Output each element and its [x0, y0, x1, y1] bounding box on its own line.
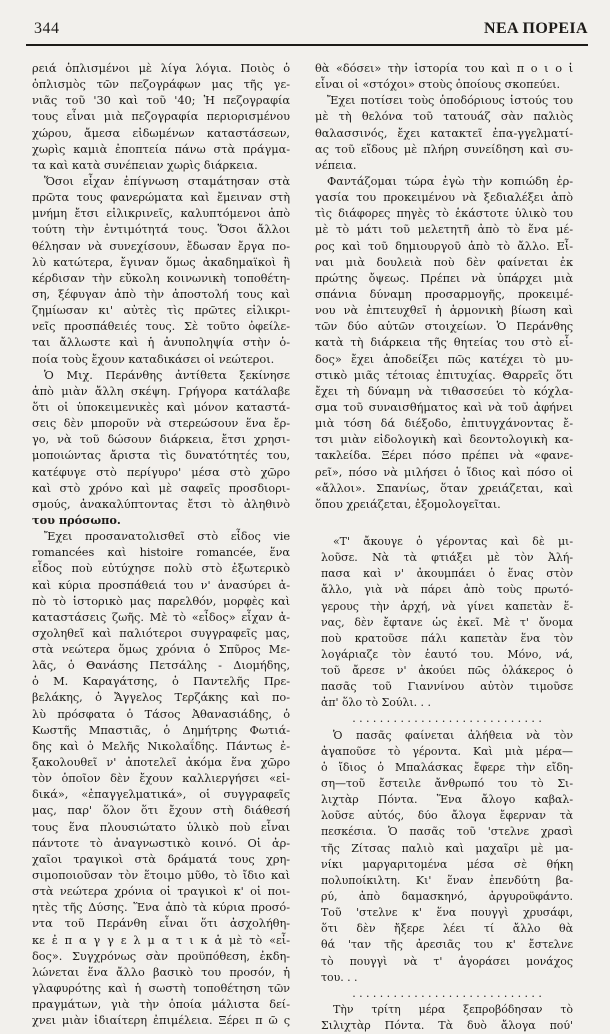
text-line: μὲ τὴ θελόνα τοῦ τατουάζ σὰν παλιὸς: [315, 109, 573, 124]
text-line: τῆς Ζίτσας παλιὸ καὶ μαχαῖρι μὲ μα-: [321, 841, 573, 855]
text-line: ποία τοὺς ἔχουν καταδικάσει οἱ νεώτεροι.: [32, 351, 275, 366]
text-line: θά 'ταν τῆς ἀρεσιᾶς του κ' ἔστελνε: [321, 938, 573, 952]
left-column: [32, 60, 290, 1028]
text-line: πάντοτε τὸ ἀναγνωστικὸ κοινό. Οἱ ἀρ-: [32, 835, 290, 850]
text-line: ἀγαποῦσε τὸ γέροντα. Καὶ μιὰ μέρα—: [321, 744, 573, 758]
text-line: ἄλλο, γιὰ νὰ πάρει ἀπὸ τοὺς πρωτό-: [321, 583, 573, 597]
page-number: 344: [34, 20, 60, 37]
text-line: κέρδισαν τὴν εὔκολη κοινωνικὴ τοποθέτη-: [32, 270, 290, 285]
text-line: γλαφυρότης καὶ ἡ σωστὴ τοποθέτηση τῶν: [32, 981, 290, 996]
text-line: ση—τοῦ ἔστειλε ἄνθρωπό του τὸ Σι-: [321, 777, 573, 791]
text-line: ρος καὶ τοῦ δημιουργοῦ ἀπὸ τὸ ἄλλο. Εἶ-: [315, 238, 573, 253]
text-line: κατὰ τὴ διάρκεια τῆς θητείας του στὸ εἶ-: [315, 335, 573, 350]
header-rule: [26, 44, 588, 46]
text-line: εἶδος ποὺ εὐτύχησε πολὺ στὸ ἐξωτερικὸ: [32, 561, 290, 576]
text-line: ση, ξέφυγαν ἀπὸ τὴν ἀποστολή τους καὶ: [32, 286, 290, 301]
text-line: «Τ' ἄκουγε ὁ γέροντας καὶ δὲ μι-: [333, 534, 573, 548]
text-line: στὰ νεώτερα χρόνια οἱ τραγικοὶ κ' οἱ ποι-: [32, 884, 290, 899]
text-line: ρειά ὁπλισμένοι μὲ λίγα λόγια. Ποιὸς ὁ: [32, 61, 290, 75]
text-line: δος» ἔχει ἀποδείξει πῶς κατέχει τὸ μυ-: [315, 351, 573, 366]
text-line: γασία του προκειμένου νὰ ξεδιαλέξει ἀπὸ: [315, 190, 573, 205]
text-line: δης καὶ ὁ Μελῆς Νικολαΐδης. Πάντως ἐ-: [32, 738, 290, 753]
text-line: «ἄλλοι». Σπανίως, ὅταν χρειάζεται, καὶ: [315, 480, 573, 495]
text-line: ἀπ' ὅλο τὸ Σούλι. . .: [321, 696, 431, 710]
text-line: του. . .: [321, 970, 358, 984]
section-gap: [315, 512, 573, 534]
text-line: βελάκης, ὁ Ἄγγελος Τερζάκης καὶ πο-: [32, 690, 290, 705]
text-line: Ὅσοι εἶχαν ἐπίγνωση σταμάτησαν στὰ: [44, 173, 290, 188]
text-line: στικὸ μιᾶς τέτοιας ἐπιτυχίας. Θαρρεῖς ὅτι: [315, 367, 573, 382]
text-line: νου νὰ ἐπιτευχθεῖ ἡ ἁρμονικὴ βίωση καὶ: [315, 303, 573, 318]
text-line: λοῦσε αὐτός, δύο ἄλογα ἔφερναν τὰ: [321, 809, 573, 823]
text-line: καὶ στὸ χρόνο καὶ μὲ σαφεῖς προσδιορι-: [32, 480, 290, 495]
text-line: καταστάσεις ζωῆς. Μὲ τὸ «εἶδος» εἶχαν ἀ-: [32, 609, 290, 624]
text-line: Τὴν τρίτη μέρα ξεπροβόδησαν τὸ: [333, 1003, 573, 1017]
text-line: ναι μιὰ δουλειὰ ποὺ δὲν φαίνεται ἐκ: [315, 254, 573, 269]
text-line: στὰ νεώτερα ὅμως χρόνια ὁ Σπῦρος Με-: [32, 642, 290, 657]
text-line: πεσκέσια. Ὁ πασᾶς τοῦ 'στελνε χρασὶ: [321, 825, 573, 839]
text-line: λὺ κατώτερα, ἔγιναν ὅμως ἀκαδημαϊκοὶ ἢ: [32, 254, 290, 269]
text-line: τῶν δύο αὐτῶν στοιχείων. Ὁ Περάνθης: [315, 319, 573, 334]
text-line: κε ἐ π α γ γ ε λ μ α τ ι κ ἁ μὲ τὸ «εἶ-: [32, 932, 290, 947]
text-line: ντα τοῦ Περάνθη εἶναι ὅτι ἀσχολήθη-: [32, 916, 290, 931]
text-line: ἔχει τὴ δύναμη νὰ τιθασσεύει τὸ κόχλα-: [315, 383, 573, 398]
text-line: romancées καὶ histoire romancée, ἕνα: [32, 545, 290, 560]
text-line: τους ἕνα πλουσιώτατο ὑλικὸ ποὺ εἶναι: [32, 819, 290, 834]
text-line: θὰ «δόσει» τὴν ἱστορία του καὶ π ο ι ο ἱ: [315, 61, 573, 75]
text-line: ποὺ κρατοῦσε πάλι καπετὰν ἕνα τὸν: [321, 631, 573, 645]
text-line: πολυποίκιλτη. Κι' ἕναν ἐπενδύτη βα-: [321, 873, 573, 887]
text-line: ὁ Μ. Καραγάτσης, ὁ Παντελῆς Πρε-: [32, 674, 290, 689]
text-line: Σιλιχτὰρ Πόντα. Τὰ δυὸ ἄλογα πού': [321, 1019, 573, 1033]
text-line: νας, δὲν ἔφτανε ὡς ἐκεῖ. Μὲ τ' ὄνομα: [321, 615, 573, 629]
page-header: [26, 16, 588, 46]
text-line: δος». Συγχρόνως σὰν προϋπόθεση, ἐκδη-: [32, 948, 290, 963]
text-line: μιὰ τόση δά διέξοδο, ἐπιτυγχάνοντας ἔ-: [315, 416, 573, 431]
text-line: σπάνια δύναμη προσαρμογῆς, προκειμέ-: [315, 286, 573, 301]
text-line: νέπεια.: [315, 157, 357, 172]
text-line: πασα καὶ ν' ἀκουμπάει ὁ ἕνας στὸν: [321, 567, 573, 581]
text-line: ὁ ἴδιος ὁ Μπαλάσκας ἔφερε τὴν εἴδη-: [321, 760, 573, 774]
text-line: τσι μιὰν εἰδολογικὴ καὶ δεοντολογικὴ κα-: [315, 432, 573, 447]
text-line: χωρὶς καμιὰ ἐποπτεία πάνω στὰ πράγμα-: [32, 141, 290, 156]
text-line: του πρόσωπο.: [32, 512, 121, 527]
running-title: ΝΕΑ ΠΟΡΕΙΑ: [483, 20, 588, 37]
text-line: λώνεται ἕνα ἄλλο βασικὸ του προσόν, ἡ: [32, 964, 290, 979]
text-line: ται ἄλλωστε καὶ ἡ ἀνυποληψία στὴν ὁ-: [32, 335, 290, 350]
text-line: λᾶς, ὁ Θανάσης Πετσάλης - Διομήδης,: [32, 658, 290, 673]
text-line: τοῦ ἄρεσε ν' ἀκούει πῶς ὁλάκερος ὁ: [321, 664, 573, 678]
text-line: ὁπλισμὸς τῶν πεζογράφων μας τῆς γε-: [32, 77, 290, 92]
text-line: ητὲς τῆς Δύσης. Ἕνα ἀπὸ τὰ κύρια προσό-: [32, 900, 290, 915]
text-line: σμούς, ἀνακαλύπτοντας ἔτσι τὸ ἀληθινὸ: [32, 496, 290, 511]
text-line: ὅτι οἱ ὑποκειμενικὲς καὶ μόνον καταστά-: [32, 399, 290, 414]
text-line: ρεῖ», πόσο νὰ μιλήσει ὁ ἴδιος καὶ πόσο οἱ: [315, 464, 573, 479]
text-line: . . . . . . . . . . . . . . . . . . . . . . . . . . . .: [352, 986, 542, 1000]
text-line: τους εἶναι μιὰ πεζογραφία περιορισμένου: [32, 109, 290, 124]
text-line: καὶ κύρια προσπάθειά του ν' ἀνασύρει ἀ-: [32, 577, 290, 592]
text-line: ὅπου χρειάζεται, ἐξομολογεῖται.: [315, 496, 501, 511]
text-line: χώρου, ἄμεσα εἰδωμένων καταστάσεων,: [32, 125, 290, 140]
text-line: γερους τὴν ἀρχή, νὰ γίνει καπετὰν ἕ-: [321, 599, 573, 613]
text-line: πρῶτα τους φανερώματα καὶ ἔμειναν στὴ: [32, 190, 290, 205]
text-line: πασᾶς τοῦ Γιαννίνου αὐτὸν τιμοῦσε: [321, 680, 573, 694]
right-column-prose: [315, 60, 573, 512]
text-line: τὸν ὁποῖον δὲν ἔχουν καλλιεργήσει «εἰ-: [32, 771, 290, 786]
text-line: Ἔχει προσανατολισθεῖ στὸ εἶδος vie: [44, 529, 290, 544]
text-line: γο, νὰ τοῦ δώσουν διάρκεια, ἔτσι χρησι-: [32, 432, 290, 447]
text-line: λογάριαζε τὸν ἑαυτό του. Μόνο, νά,: [321, 647, 573, 661]
right-column: [315, 60, 573, 1034]
quoted-excerpt: [315, 534, 573, 1034]
text-line: λιχτὰρ Πόντα. Ἕνα ἄλογο καβαλ-: [321, 793, 573, 807]
text-line: θέλησαν νὰ συνεχίσουν, ἔδωσαν ἔργα πο-: [32, 238, 290, 253]
text-line: ας τοῦ εἴδους μὲ πλήρη συνείδηση καὶ συ-: [315, 141, 573, 156]
text-line: τούτη τὴν ἐντιμότητά τους. Ὅσοι ἄλλοι: [32, 222, 290, 237]
text-line: ἀπὸ μιὰν ἄλλη σκέψη. Γρήγορα κατάλαβε: [32, 383, 290, 398]
text-line: πρώτης ὄψεως. Πρέπει νὰ ὑπάρχει μιὰ: [315, 270, 573, 285]
text-line: λοῦσε. Νὰ τὰ φτιάξει μὲ τὸν Ἀλή-: [321, 551, 573, 565]
text-line: ρύ, ἀπὸ δαμασκηνό, ἀργυροϋφάντο.: [321, 890, 573, 904]
text-line: ὅτι δὲν ἤξερε λέει τί ἄλλο θὰ: [321, 922, 573, 936]
text-line: τὸ πουγγὶ νὰ τ' ἀγοράσει μονάχος: [321, 954, 573, 968]
text-line: Ἔχει ποτίσει τοὺς ὁποδόριους ἱστούς του: [327, 93, 573, 108]
text-line: νίκι μαργαριτομένα μέσα σὲ θήκη: [321, 857, 573, 871]
text-line: Φαντάζομαι τώρα ἐγὼ τὴν κοπιώδη ἐρ-: [327, 173, 573, 188]
text-line: χαῖοι τραγικοὶ στὰ δράματά τους χρη-: [32, 851, 290, 866]
text-line: σμα τοῦ συναισθήματος καὶ νὰ τοῦ ἀφήνει: [315, 399, 573, 414]
text-line: σεις δὲν μποροῦν νὰ στερεώσουν ἕνα ἔρ-: [32, 416, 290, 431]
text-line: νιᾶς τοῦ '30 καὶ τοῦ '40; Ἡ πεζογραφία: [32, 93, 290, 108]
text-line: τὶς διάφορες πηγὲς τὸ ἑκάστοτε ὑλικὸ του: [315, 206, 573, 221]
text-line: θαλασσινός, ἔχει κατακτεῖ ἐπα-γγελματί-: [315, 125, 573, 140]
text-line: χνει μιὰν ἰδιαίτερη ἐπιμέλεια. Ξέρει π ῶ ς: [32, 1013, 290, 1028]
text-line: μνήμη ἔτσι εἰλικρινεῖς, καλυπτόμενοι ἀπὸ: [32, 206, 290, 221]
text-line: πραγμάτων, γιὰ τὴν ὁποία μάλιστα δεί-: [32, 997, 290, 1012]
text-line: Τοῦ 'στελνε κ' ἕνα πουγγὶ χρυσάφι,: [321, 906, 573, 920]
text-line: Ὁ πασᾶς φαίνεται ἀλήθεια νὰ τὸν: [333, 728, 573, 742]
text-line: μὲ τὸ μάτι τοῦ μελετητῆ ἀπὸ τὸ ἕνα μέ-: [315, 222, 573, 237]
text-line: Κωστῆς Μπαστιᾶς, ὁ Δημήτρης Φωτιά-: [32, 722, 290, 737]
text-line: εἶναι οἱ «στόχοι» στοὺς ὁποίους σκοπεύει.: [315, 77, 561, 92]
text-line: πὸ τὸ ἱστορικὸ μας παρελθόν, μορφὲς καὶ: [32, 593, 290, 608]
text-line: ξακολουθεῖ ν' ἀποτελεῖ ἀκόμα ἕνα χῶρο: [32, 755, 290, 770]
text-line: τακλείδα. Ξέρει πόσο πρέπει νὰ «φανε-: [315, 448, 573, 463]
text-line: τα καὶ κατὰ συνέπειαν χωρὶς διάρκεια.: [32, 157, 258, 172]
text-line: μοποιώντας ἄριστα τὶς δυνατότητές του,: [32, 448, 290, 463]
text-line: λὺ πρόσφατα ὁ Τάσος Ἀθανασιάδης, ὁ: [32, 706, 290, 721]
text-line: δικά», «ἐπαγγελματικά», οἱ συγγραφεῖς: [32, 787, 290, 802]
text-line: σιμοποιοῦσαν τὸν ἕτοιμο μῦθο, τὸ ἴδιο καὶ: [32, 868, 290, 883]
text-line: σχοληθεῖ καὶ παλιότεροι συγγραφεῖς μας,: [32, 625, 290, 640]
text-line: μας, παρ' ὅλον ὅτι ἔχουν στὴ διάθεσή: [32, 803, 290, 818]
text-line: νεῖς προσπάθειές τους. Σὲ τοῦτο ὀφείλε-: [32, 319, 290, 334]
text-line: ζημίωσαν κι' αὐτὲς τὶς πρῶτες εἰλικρι-: [32, 303, 290, 318]
text-line: Ὁ Μιχ. Περάνθης ἀντίθετα ξεκίνησε: [44, 367, 290, 382]
text-line: κατέφυγε στὸ περίγυρο' μέσα στὸ χῶρο: [32, 464, 290, 479]
text-line: . . . . . . . . . . . . . . . . . . . . . . . . . . . .: [352, 712, 542, 726]
